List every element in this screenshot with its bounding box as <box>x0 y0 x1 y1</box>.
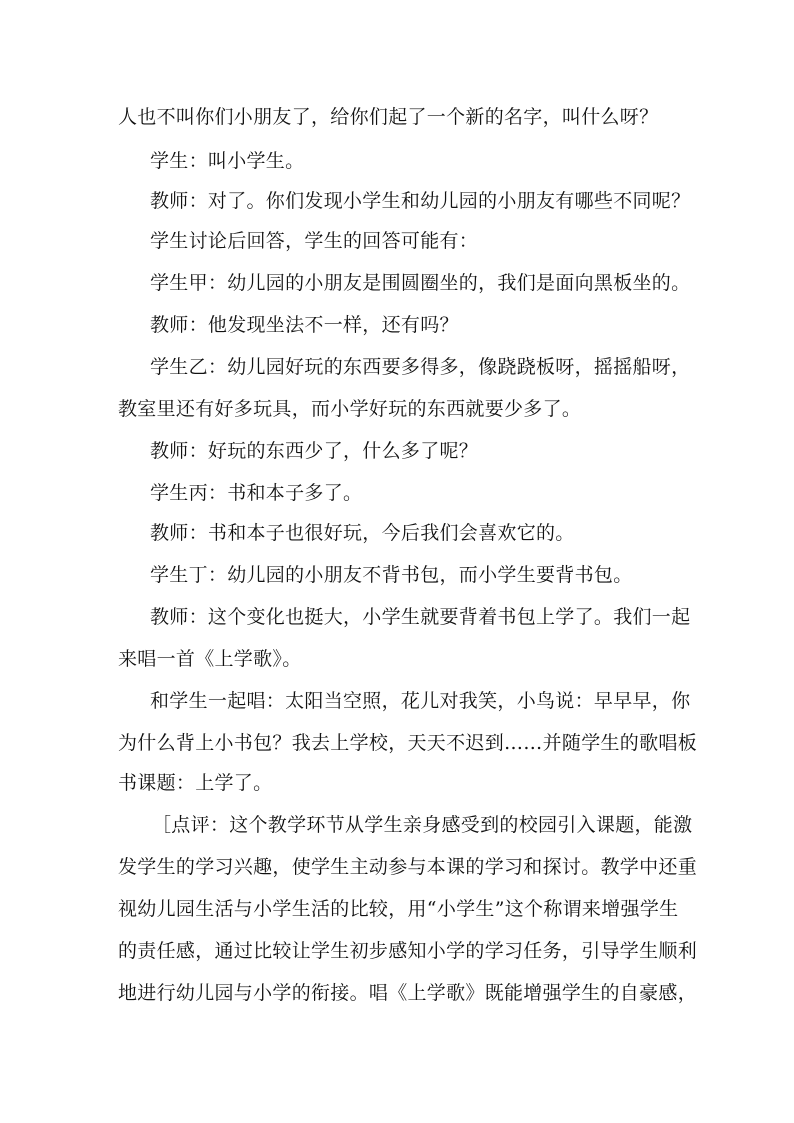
text-line: 教室里还有好多玩具，而小学好玩的东西就要少多了。 <box>118 398 582 420</box>
text-line: 的责任感，通过比较让学生初步感知小学的学习任务，引导学生顺利 <box>118 940 698 962</box>
text-line: 和学生一起唱：太阳当空照，花儿对我笑，小鸟说：早早早，你 <box>150 690 691 712</box>
text-line: 来唱一首《上学歌》。 <box>118 648 302 670</box>
text-line: 教师：这个变化也挺大，小学生就要背着书包上学了。我们一起 <box>150 606 691 628</box>
text-line: 人也不叫你们小朋友了，给你们起了一个新的名字，叫什么呀？ <box>118 106 659 128</box>
text-line: 学生讨论后回答，学生的回答可能有： <box>150 230 479 252</box>
text-line: 教师：对了。你们发现小学生和幼儿园的小朋友有哪些不同呢？ <box>150 190 691 212</box>
text-line: 学生甲：幼儿园的小朋友是围圆圈坐的，我们是面向黑板坐的。 <box>150 272 691 294</box>
text-line: 书课题：上学了。 <box>118 772 273 794</box>
text-line: 为什么背上小书包？我去上学校，天天不迟到……并随学生的歌唱板 <box>118 732 698 754</box>
text-line: 教师：好玩的东西少了，什么多了呢？ <box>150 440 479 462</box>
text-line: 教师：他发现坐法不一样，还有吗？ <box>150 314 459 336</box>
text-line: 学生丁：幼儿园的小朋友不背书包，而小学生要背书包。 <box>150 564 633 586</box>
text-line: 视幼儿园生活与小学生活的比较，用“小学生”这个称谓来增强学生 <box>118 898 679 920</box>
text-line: 地进行幼儿园与小学的衔接。唱《上学歌》既能增强学生的自豪感， <box>118 982 698 1004</box>
text-line: 教师：书和本子也很好玩，今后我们会喜欢它的。 <box>150 522 575 544</box>
text-line: 学生乙：幼儿园好玩的东西要多得多，像跷跷板呀，摇摇船呀， <box>150 356 691 378</box>
text-line: 学生：叫小学生。 <box>150 150 305 172</box>
text-line: 学生丙：书和本子多了。 <box>150 482 363 504</box>
text-line: 发学生的学习兴趣，使学生主动参与本课的学习和探讨。教学中还重 <box>118 856 698 878</box>
text-line: ［点评：这个教学环节从学生亲身感受到的校园引入课题，能激 <box>152 814 693 836</box>
